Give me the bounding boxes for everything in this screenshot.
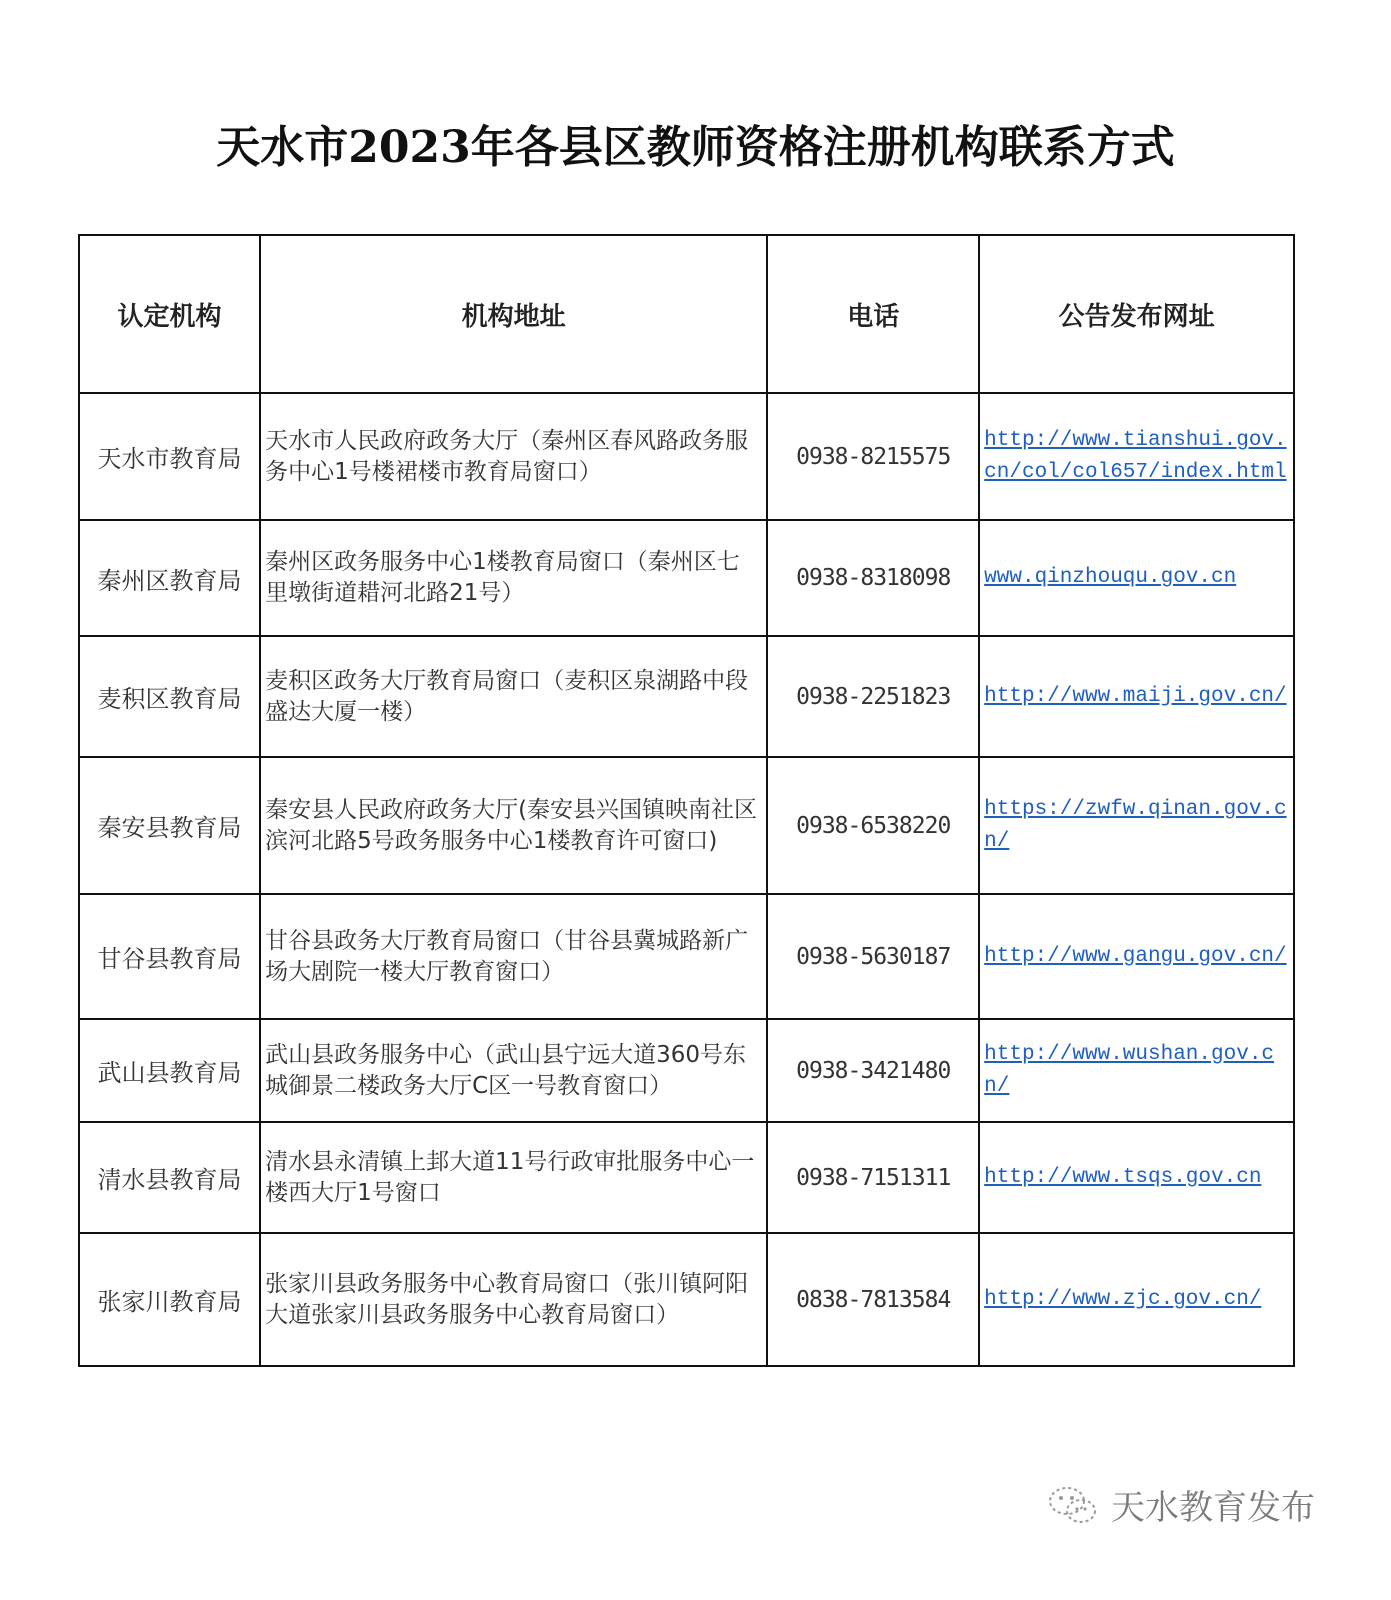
announcement-link[interactable]: http://www.tianshui.gov.cn/col/col657/index.html (984, 428, 1287, 484)
org-cell: 秦安县教育局 (79, 757, 260, 894)
watermark (1045, 1480, 1315, 1529)
phone-cell: 0938-2251823 (767, 636, 979, 757)
header-phone: 电话 (767, 235, 979, 393)
org-cell: 张家川教育局 (79, 1233, 260, 1366)
org-cell: 麦积区教育局 (79, 636, 260, 757)
url-cell (979, 894, 1294, 1019)
address-cell: 武山县政务服务中心（武山县宁远大道360号东城御景二楼政务大厅C区一号教育窗口） (260, 1019, 767, 1122)
phone-cell: 0938-6538220 (767, 757, 979, 894)
announcement-link[interactable]: http://www.zjc.gov.cn/ (984, 1287, 1262, 1311)
url-cell (979, 1122, 1294, 1233)
wechat-icon (1045, 1483, 1101, 1527)
table-header-row (79, 235, 1294, 393)
table-row (79, 1122, 1294, 1233)
url-cell (979, 393, 1294, 520)
phone-cell: 0938-8215575 (767, 393, 979, 520)
table-row (79, 757, 1294, 894)
announcement-link[interactable]: http://www.wushan.gov.cn/ (984, 1042, 1275, 1098)
address-cell: 秦安县人民政府政务大厅(秦安县兴国镇映南社区滨河北路5号政务服务中心1楼教育许可窗口) (260, 757, 767, 894)
header-org: 认定机构 (79, 235, 260, 393)
address-cell: 清水县永清镇上邽大道11号行政审批服务中心一楼西大厅1号窗口 (260, 1122, 767, 1233)
phone-cell: 0938-8318098 (767, 520, 979, 636)
header-address: 机构地址 (260, 235, 767, 393)
phone-cell: 0938-3421480 (767, 1019, 979, 1122)
contacts-table (78, 234, 1295, 1367)
address-cell: 麦积区政务大厅教育局窗口（麦积区泉湖路中段盛达大厦一楼） (260, 636, 767, 757)
announcement-link[interactable]: https://zwfw.qinan.gov.cn/ (984, 797, 1287, 853)
announcement-link[interactable]: www.qinzhouqu.gov.cn (984, 566, 1237, 589)
announcement-link[interactable]: http://www.gangu.gov.cn/ (984, 944, 1287, 968)
announcement-link[interactable]: http://www.tsqs.gov.cn (984, 1165, 1262, 1189)
phone-cell: 0938-5630187 (767, 894, 979, 1019)
url-cell (979, 757, 1294, 894)
org-cell: 甘谷县教育局 (79, 894, 260, 1019)
announcement-link[interactable]: http://www.maiji.gov.cn/ (984, 684, 1287, 708)
org-cell: 天水市教育局 (79, 393, 260, 520)
address-cell: 甘谷县政务大厅教育局窗口（甘谷县冀城路新广场大剧院一楼大厅教育窗口） (260, 894, 767, 1019)
org-cell: 清水县教育局 (79, 1122, 260, 1233)
org-cell: 武山县教育局 (79, 1019, 260, 1122)
org-cell: 秦州区教育局 (79, 520, 260, 636)
table-row (79, 393, 1294, 520)
url-cell (979, 636, 1294, 757)
url-cell (979, 1019, 1294, 1122)
url-cell (979, 1233, 1294, 1366)
address-cell: 张家川县政务服务中心教育局窗口（张川镇阿阳大道张家川县政务服务中心教育局窗口） (260, 1233, 767, 1366)
phone-cell: 0838-7813584 (767, 1233, 979, 1366)
phone-cell: 0938-7151311 (767, 1122, 979, 1233)
table-row (79, 1233, 1294, 1366)
page-title: 天水市2023年各县区教师资格注册机构联系方式 (216, 122, 1175, 173)
table-row (79, 520, 1294, 636)
header-url: 公告发布网址 (979, 235, 1294, 393)
url-cell (979, 520, 1294, 636)
table-row (79, 636, 1294, 757)
table-row (79, 1019, 1294, 1122)
table-row (79, 894, 1294, 1019)
address-cell: 天水市人民政府政务大厅（秦州区春风路政务服务中心1号楼裙楼市教育局窗口） (260, 393, 767, 520)
address-cell: 秦州区政务服务中心1楼教育局窗口（秦州区七里墩街道耤河北路21号） (260, 520, 767, 636)
watermark-text: 天水教育发布 (1111, 1488, 1315, 1528)
